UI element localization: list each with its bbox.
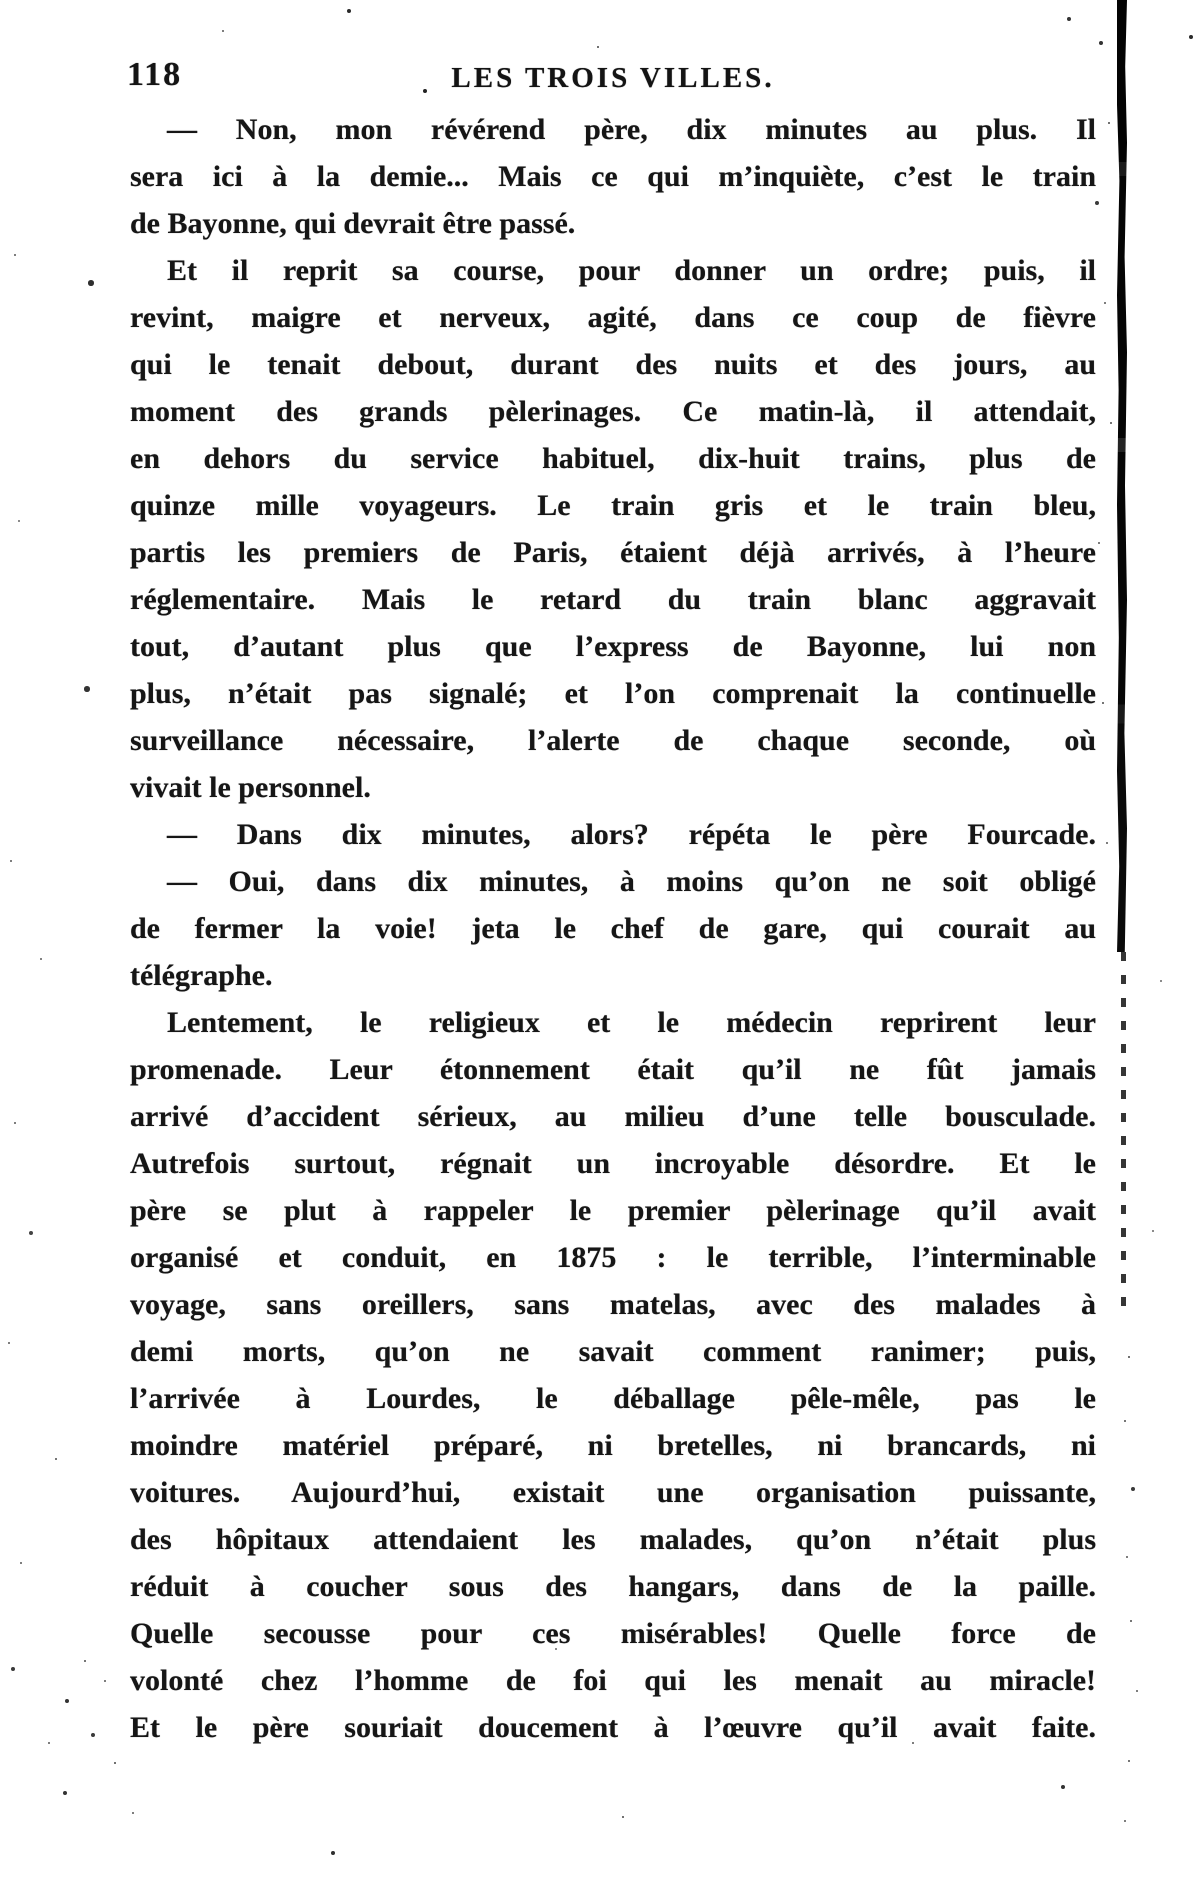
text-line: — Oui, dans dix minutes, à moins qu’on ne soit obligé bbox=[167, 865, 1096, 898]
text-line: de fermer la voie! jeta le chef de gare, qui courait au bbox=[130, 912, 1096, 945]
scan-speckles bbox=[0, 0, 2, 2]
text-line: qui le tenait debout, durant des nuits et des jours, au bbox=[130, 348, 1096, 381]
text-line: moment des grands pèlerinages. Ce matin-là, il attendait, bbox=[130, 395, 1096, 428]
text-line: tout, d’autant plus que l’express de Bayonne, lui non bbox=[130, 630, 1096, 663]
text-line: père se plut à rappeler le premier pèlerinage qu’il avait bbox=[130, 1194, 1096, 1227]
text-line: l’arrivée à Lourdes, le déballage pêle-mêle, pas le bbox=[130, 1382, 1096, 1415]
text-line: voyage, sans oreillers, sans matelas, avec des malades à bbox=[130, 1288, 1096, 1321]
text-line: quinze mille voyageurs. Le train gris et le train bleu, bbox=[130, 489, 1096, 522]
text-line: des hôpitaux attendaient les malades, qu’on n’était plus bbox=[130, 1523, 1096, 1556]
running-title: LES TROIS VILLES. bbox=[451, 62, 775, 94]
text-line: Autrefois surtout, régnait un incroyable désordre. Et le bbox=[130, 1147, 1096, 1180]
text-line: Et il reprit sa course, pour donner un ordre; puis, il bbox=[167, 254, 1096, 287]
text-line: de Bayonne, qui devrait être passé. bbox=[130, 207, 576, 240]
scan-edge-line-faded bbox=[1121, 952, 1126, 1320]
text-line: plus, n’était pas signalé; et l’on comprenait la continuelle bbox=[130, 677, 1096, 710]
text-line: organisé et conduit, en 1875 : le terrible, l’interminable bbox=[130, 1241, 1096, 1274]
text-line: moindre matériel préparé, ni bretelles, ni brancards, ni bbox=[130, 1429, 1096, 1462]
text-line: Lentement, le religieux et le médecin reprirent leur bbox=[167, 1006, 1096, 1039]
text-line: Quelle secousse pour ces misérables! Quelle force de bbox=[130, 1617, 1096, 1650]
text-block bbox=[130, 106, 1096, 1751]
text-line: promenade. Leur étonnement était qu’il ne fût jamais bbox=[130, 1053, 1096, 1086]
text-line: — Non, mon révérend père, dix minutes au plus. Il bbox=[167, 113, 1096, 146]
text-line: demi morts, qu’on ne savait comment ranimer; puis, bbox=[130, 1335, 1096, 1368]
text-line: volonté chez l’homme de foi qui les menait au miracle! bbox=[130, 1664, 1096, 1697]
text-line: partis les premiers de Paris, étaient déjà arrivés, à l’heure bbox=[130, 536, 1096, 569]
page-number: 118 bbox=[127, 56, 183, 93]
scan-edge-line bbox=[1117, 0, 1127, 952]
text-line: Et le père souriait doucement à l’œuvre qu’il avait faite. bbox=[130, 1711, 1096, 1744]
text-line: réglementaire. Mais le retard du train blanc aggravait bbox=[130, 583, 1096, 616]
text-line: voitures. Aujourd’hui, existait une organisation puissante, bbox=[130, 1476, 1096, 1509]
text-line: réduit à coucher sous des hangars, dans de la paille. bbox=[130, 1570, 1096, 1603]
text-line: revint, maigre et nerveux, agité, dans ce coup de fièvre bbox=[130, 301, 1096, 334]
text-line: sera ici à la demie... Mais ce qui m’inquiète, c’est le train bbox=[130, 160, 1096, 193]
text-line: en dehors du service habituel, dix-huit trains, plus de bbox=[130, 442, 1096, 475]
text-line: — Dans dix minutes, alors? répéta le père Fourcade. bbox=[167, 818, 1096, 851]
text-line: vivait le personnel. bbox=[130, 771, 371, 804]
text-line: surveillance nécessaire, l’alerte de chaque seconde, où bbox=[130, 724, 1096, 757]
text-line: arrivé d’accident sérieux, au milieu d’une telle bousculade. bbox=[130, 1100, 1096, 1133]
text-line: télégraphe. bbox=[130, 959, 273, 992]
